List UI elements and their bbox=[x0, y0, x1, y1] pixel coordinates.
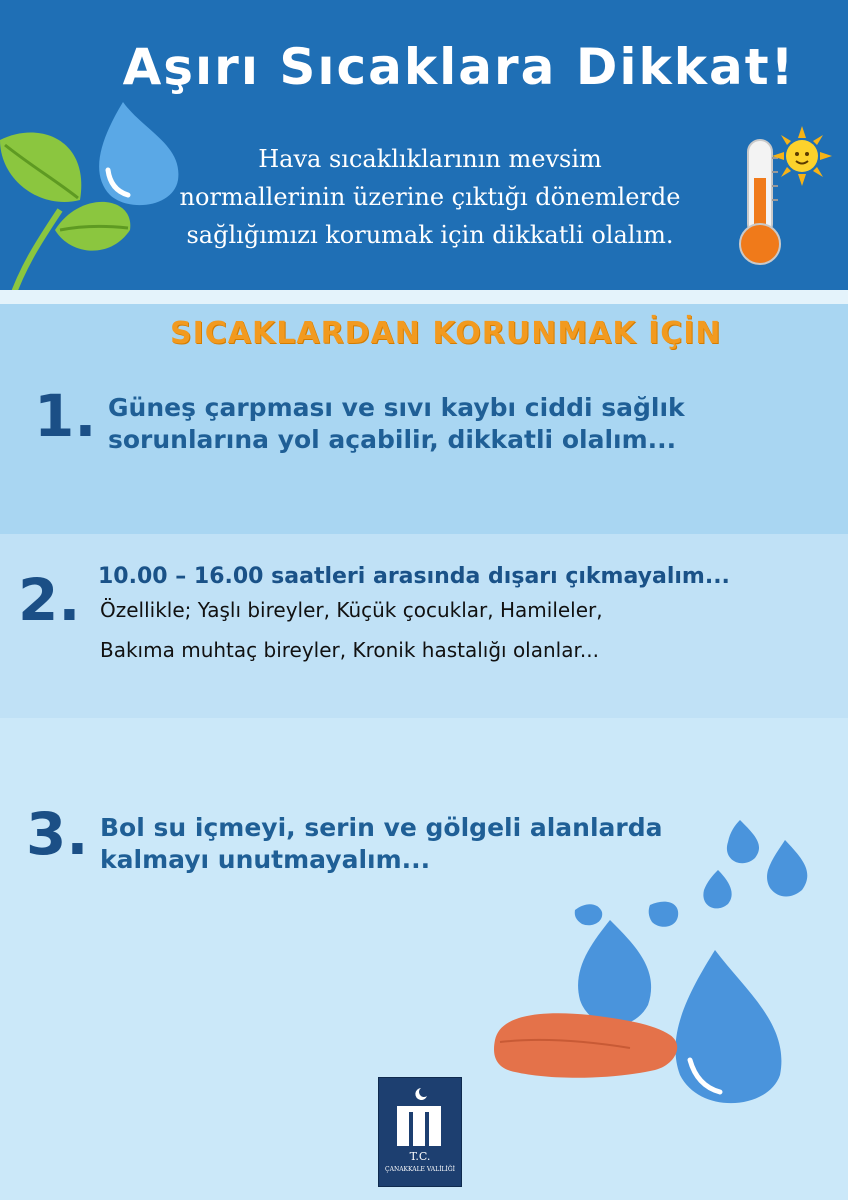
item-detail: Özellikle; Yaşlı bireyler, Küçük çocuklar, Hamileler, bbox=[100, 598, 603, 622]
item-detail: Bakıma muhtaç bireyler, Kronik hastalığı olanlar... bbox=[100, 638, 599, 662]
monument-icon bbox=[391, 1086, 449, 1148]
page-title: Aşırı Sıcaklara Dikkat! bbox=[122, 38, 796, 96]
intro-line: Hava sıcaklıklarının mevsim bbox=[258, 145, 602, 173]
logo-line: T.C. bbox=[409, 1150, 431, 1163]
water-drop-icon bbox=[727, 820, 759, 863]
item-number: 3. bbox=[26, 800, 89, 868]
item-number: 1. bbox=[34, 382, 97, 450]
sun-icon bbox=[772, 126, 832, 186]
header-divider bbox=[0, 290, 848, 304]
water-drop-icon bbox=[703, 870, 731, 908]
item-number: 2. bbox=[18, 566, 81, 634]
item-headline: 10.00 – 16.00 saatleri arasında dışarı çıkmayalım... bbox=[98, 564, 730, 589]
intro-line: normallerinin üzerine çıktığı dönemlerde bbox=[179, 183, 681, 211]
item-line: Bol su içmeyi, serin ve gölgeli alanlarda bbox=[100, 813, 663, 842]
header-banner bbox=[0, 0, 848, 300]
water-drop-icon bbox=[767, 840, 807, 896]
item-line: sorunlarına yol açabilir, dikkatli olalım... bbox=[108, 425, 677, 454]
governorship-logo bbox=[378, 1077, 462, 1187]
item-line: kalmayı unutmayalım... bbox=[100, 845, 431, 874]
section-title: SICAKLARDAN KORUNMAK İÇİN bbox=[170, 316, 722, 351]
logo-line: ÇANAKKALE VALİLİĞİ bbox=[385, 1166, 455, 1173]
water-drop-icon bbox=[578, 920, 651, 1025]
water-drop-icon bbox=[649, 902, 678, 927]
hand-icon bbox=[494, 1013, 677, 1078]
item-text bbox=[108, 392, 808, 456]
water-drop-icon bbox=[575, 904, 602, 925]
item-line: Güneş çarpması ve sıvı kaybı ciddi sağlık bbox=[108, 393, 685, 422]
item-band-2 bbox=[0, 534, 848, 718]
hand-with-drops-illustration bbox=[480, 810, 820, 1110]
intro-line: sağlığımızı korumak için dikkatli olalım. bbox=[186, 221, 674, 249]
intro-text bbox=[130, 140, 730, 254]
water-drop-icon bbox=[675, 950, 781, 1103]
